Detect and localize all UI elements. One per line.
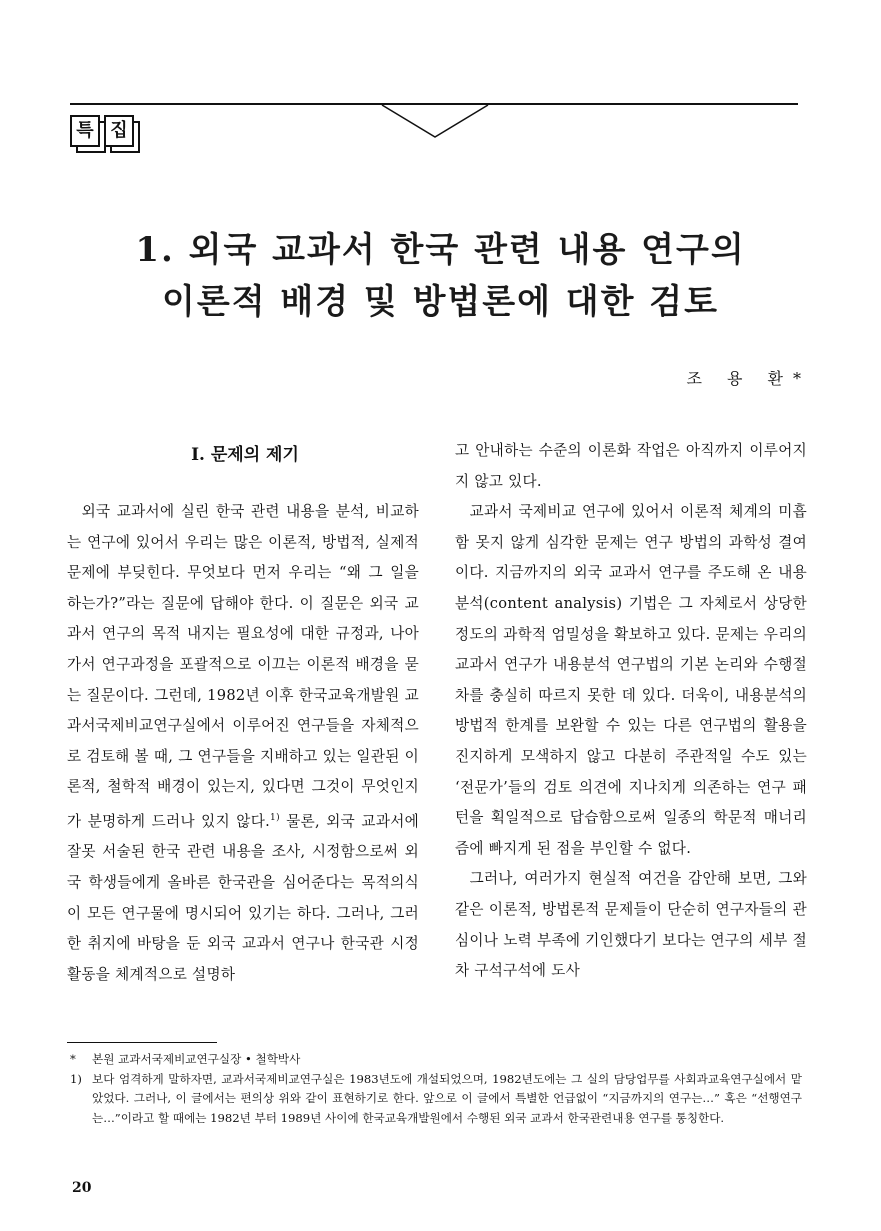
badge-char: 집 [104,115,134,147]
special-feature-badge [70,115,134,163]
footnotes [70,1050,802,1128]
chevron-down-icon [380,104,490,140]
footnote [70,1070,802,1129]
paragraph: 그러나, 여러가지 현실적 여건을 감안해 보면, 그와 같은 이론적, 방법론적 문제들이 단순히 연구자들의 관심이나 노력 부족에 기인했다기 보다는 연구의 세부 절차 구석구석에 도사 [455,870,807,980]
section-heading: I. 문제의 제기 [191,445,299,465]
badge-box [104,115,134,145]
footnote [70,1050,802,1070]
footnote-mark: * [70,1052,76,1066]
footnote-ref[interactable]: 1) [270,812,280,823]
paragraph [67,497,419,990]
badge-box [70,115,100,145]
footnote-rule [67,1042,217,1043]
footnote-text: 본원 교과서국제비교연구실장 • 철학박사 [92,1052,301,1066]
paragraph: 교과서 국제비교 연구에 있어서 이론적 체계의 미흡함 못지 않게 심각한 문제는 연구 방법의 과학성 결여이다. 지금까지의 외국 교과서 연구를 주도해 온 내용 분석(content analysis) 기법은 그 자체로서 상당한 정도의 과학적 엄밀성을 확보하고 있다. 문제는 우리의 교과서 연구가 내용분석 연구법의 기본 논리와 수행절차를 충실히 따르지 못한 데 있다. 더욱이, 내용분석의 방법적 한계를 보완할 수 있는 다른 연구법의 활용을 진지하게 모색하지 않고 다분히 주관적일 수도 있는 ‘전문가’들의 검토 의견에 지나치게 의존하는 연구 패턴을 획일적으로 답습함으로써 일종의 학문적 매너리즘에 빠지게 된 점을 부인할 수 없다. [455,503,807,857]
badge-char: 특 [70,115,100,147]
paragraph: 고 안내하는 수준의 이론화 작업은 아직까지 이루어지지 않고 있다. [455,442,807,490]
body-column-left [67,497,419,990]
article-title-line1: 1. 외국 교과서 한국 관련 내용 연구의 [135,230,746,270]
footnote-mark: 1) [70,1071,82,1086]
footnote-text: 보다 엄격하게 말하자면, 교과서국제비교연구실은 1983년도에 개설되었으며, 1982년도에는 그 실의 담당업무를 사회과교육연구실에서 맡았었다. 그러나, 이 글에서는 편의상 위와 같이 표현하기로 한다. 앞으로 이 글에서 특별한 언급없이 “지금까지의 연구는…” 혹은 “선행연구는…”이라고 할 때에는 1982년 부터 1989년 사이에 한국교육개발원에서 수행된 외국 교과서 한국관련내용 연구를 통칭한다. [92,1071,802,1125]
paragraph-text: 물론, 외국 교과서에 잘못 서술된 한국 관련 내용을 조사, 시정함으로써 외국 학생들에게 올바른 한국관을 심어준다는 목적의식이 모든 연구물에 명시되어 있기는 하다. 그러나, 그러한 취지에 바탕을 둔 외국 교과서 연구나 한국관 시정 활동을 체계적으로 설명하 [67,812,420,983]
body-column-right [455,436,807,987]
paragraph-text: 외국 교과서에 실린 한국 관련 내용을 분석, 비교하는 연구에 있어서 우리는 많은 이론적, 방법적, 실제적 문제에 부딪힌다. 무엇보다 먼저 우리는 “왜 그 일을 하는가?”라는 질문에 답해야 한다. 이 질문은 외국 교과서 연구의 목적 내지는 필요성에 대한 규정과, 나아가서 연구과정을 포괄적으로 이끄는 이론적 배경을 묻는 질문이다. 그런데, 1982년 이후 한국교육개발원 교과서국제비교연구실에서 이루어진 연구들을 자체적으로 검토해 볼 때, 그 연구들을 지배하고 있는 일관된 이론적, 철학적 배경이 있는지, 있다면 그것이 무엇인지가 분명하게 드러나 있지 않다. [67,503,419,830]
article-title-line2: 이론적 배경 및 방법론에 대한 검토 [162,282,719,322]
page-number: 20 [72,1180,92,1196]
author-name: 조 용 환* [686,369,811,388]
